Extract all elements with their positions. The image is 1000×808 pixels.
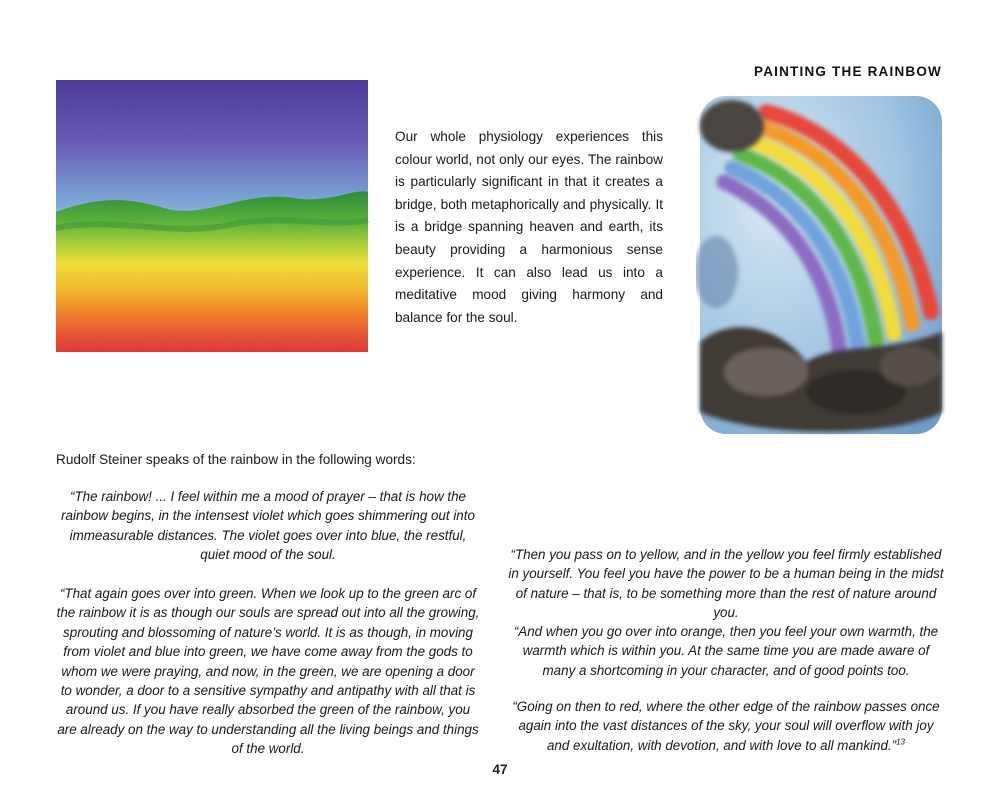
quote-yellow: “Then you pass on to yellow, and in the yellow you feel firmly established in yourself. You feel you have the power to be a human being in the midst of nature – that is, to be something more than the rest of nature around you.: [508, 547, 944, 621]
rainbow-landscape-painting: [54, 78, 370, 354]
quote-violet-blue: “The rainbow! ... I feel within me a mood of prayer – that is how the rainbow begins, in the intensest violet which goes shimmering out into immeasurable distances. The violet goes over into blue, the restful, quiet mood of the soul.: [61, 489, 475, 563]
quote-red: [508, 697, 944, 755]
quote-green: “That again goes over into green. When we look up to the green arc of the rainbow it is as though our souls are spread out into all the growing, sprouting and blossoming of nature’s world. It is as though, in moving from violet and blue into green, we have come away from the gods to whom we were praying, and now, in the green, we are opening a door to wonder, a door to a sensitive sympathy and antipathy with all that is around us. If you have really absorbed the green of the rainbow, you are already on the way to understanding all the living beings and things of the world.: [56, 586, 480, 757]
running-head: PAINTING THE RAINBOW: [754, 64, 942, 79]
quote-orange: “And when you go over into orange, then you feel your own warmth, the warmth which is within you. At the same time you are made aware of many a shortcoming in your character, and of good points too.: [513, 624, 939, 678]
quote-red-text: “Going on then to red, where the other edge of the rainbow passes once again into the vast distances of the sky, your soul will overflow with joy and exultation, with devotion, and with love to all mankind.”: [512, 699, 940, 753]
rainbow-arc-painting: [696, 92, 946, 438]
footnote-reference: 13: [896, 737, 905, 747]
page-number: 47: [492, 762, 508, 777]
intro-paragraph: Our whole physiology experiences this colour world, not only our eyes. The rainbow is particularly significant in that it creates a bridge, both metaphorically and physically. It is a bridge spanning heaven and earth, its beauty providing a harmonious sense experience. It can also lead us into a meditative mood giving harmony and balance for the soul.: [395, 129, 663, 325]
lead-sentence: Rudolf Steiner speaks of the rainbow in the following words:: [56, 452, 416, 467]
